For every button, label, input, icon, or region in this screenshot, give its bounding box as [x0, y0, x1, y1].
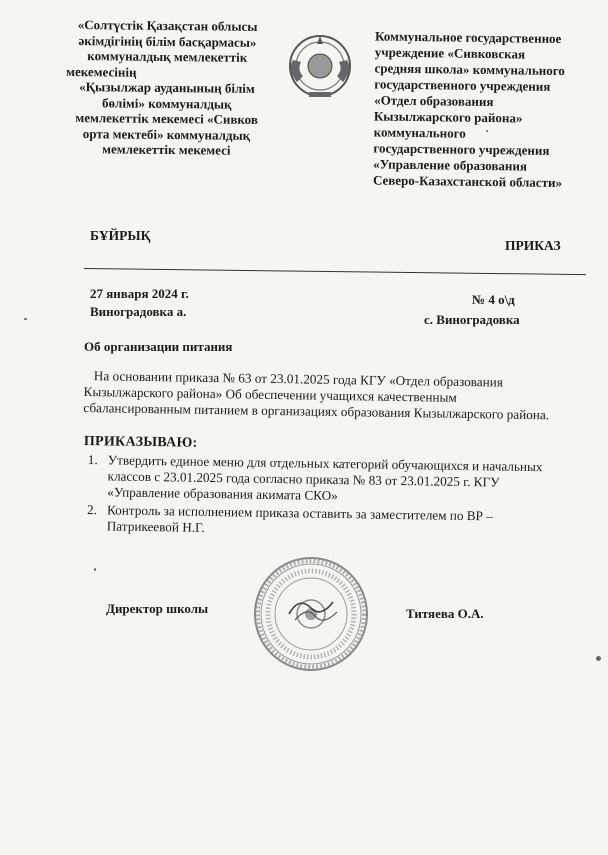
header-left-kz: [61, 17, 272, 159]
header-left-line: мемлекеттік мекемесі: [102, 141, 231, 158]
header-left-line: коммуналдық мемлекеттік: [87, 48, 248, 65]
header-right-line: коммунального: [373, 124, 466, 141]
order-body: На основании приказа № 63 от 23.01.2025 года КГУ «Отдел образования Кызылжарского района» Об обеспечении учащихся качественным сбалансированным питанием в организациях образования Кызылжарского района.: [83, 368, 550, 423]
header-left-line: әкімдігінің білім басқармасы»: [78, 32, 257, 50]
order-date: 27 января 2024 г.: [90, 286, 189, 301]
scan-speck: [94, 568, 96, 571]
order-items: [83, 452, 544, 543]
scan-speck: [596, 656, 601, 661]
header-right-line: государственного учреждения: [373, 140, 550, 158]
signature-name: Титяева О.А.: [406, 606, 484, 621]
order-subject: Об организации питания: [84, 339, 233, 354]
header-right-line: Северо-Казахстанской области»: [372, 172, 563, 191]
header-left-line: «Қызылжар ауданының білім: [79, 79, 255, 96]
item-text: Контроль за исполнением приказа оставить за заместителем по ВР – Патрикеевой Н.Г.: [106, 502, 493, 535]
header-left-line: мекемесінің: [66, 63, 137, 80]
order-number: № 4 о\д: [472, 292, 515, 307]
item-number: 1.: [87, 452, 98, 468]
order-directive: ПРИКАЗЫВАЮ:: [83, 434, 198, 451]
list-item: [83, 452, 544, 507]
header-left-line: орта мектебі» коммуналдық: [82, 125, 251, 143]
header-left-line: мемлекеттік мекемесі «Сивков: [75, 110, 259, 127]
header-right-line: «Управление образования: [373, 156, 528, 174]
item-text: Утвердить единое меню для отдельных категорий обучающихся и начальных классов с 23.01.2025 года согласно приказа № 83 от 23.01.2025 г. КГУ «Управление образования акимата СКО»: [107, 452, 543, 503]
header-left-line: бөлімі» коммуналдық: [101, 94, 232, 112]
place-ru: с. Виноградовка: [424, 312, 520, 327]
header-right-ru: [373, 28, 597, 191]
list-item: [83, 502, 543, 541]
scan-speck: [24, 318, 27, 320]
header-right-line: государственного учреждения: [374, 76, 551, 94]
doc-type-kz: БҰЙРЫҚ: [90, 228, 151, 243]
header-divider: [84, 268, 586, 275]
item-number: 2.: [86, 502, 98, 518]
scan-speck: [486, 130, 488, 132]
header-left-line: «Солтүстік Қазақстан облысы: [77, 17, 258, 34]
header-right-line: учреждение «Сивковская: [374, 44, 526, 62]
state-emblem-icon: [285, 30, 355, 100]
doc-type-ru: ПРИКАЗ: [505, 238, 561, 253]
place-kz: Виноградовка а.: [90, 304, 187, 319]
header-right-line: Коммунальное государственное: [374, 28, 562, 47]
header-right-line: Кызылжарского района»: [373, 108, 523, 126]
official-seal-icon: [253, 556, 369, 672]
signature-title: Директор школы: [106, 601, 209, 616]
header-right-line: средняя школа» коммунального: [374, 60, 565, 79]
header-right-line: «Отдел образования: [374, 92, 494, 110]
